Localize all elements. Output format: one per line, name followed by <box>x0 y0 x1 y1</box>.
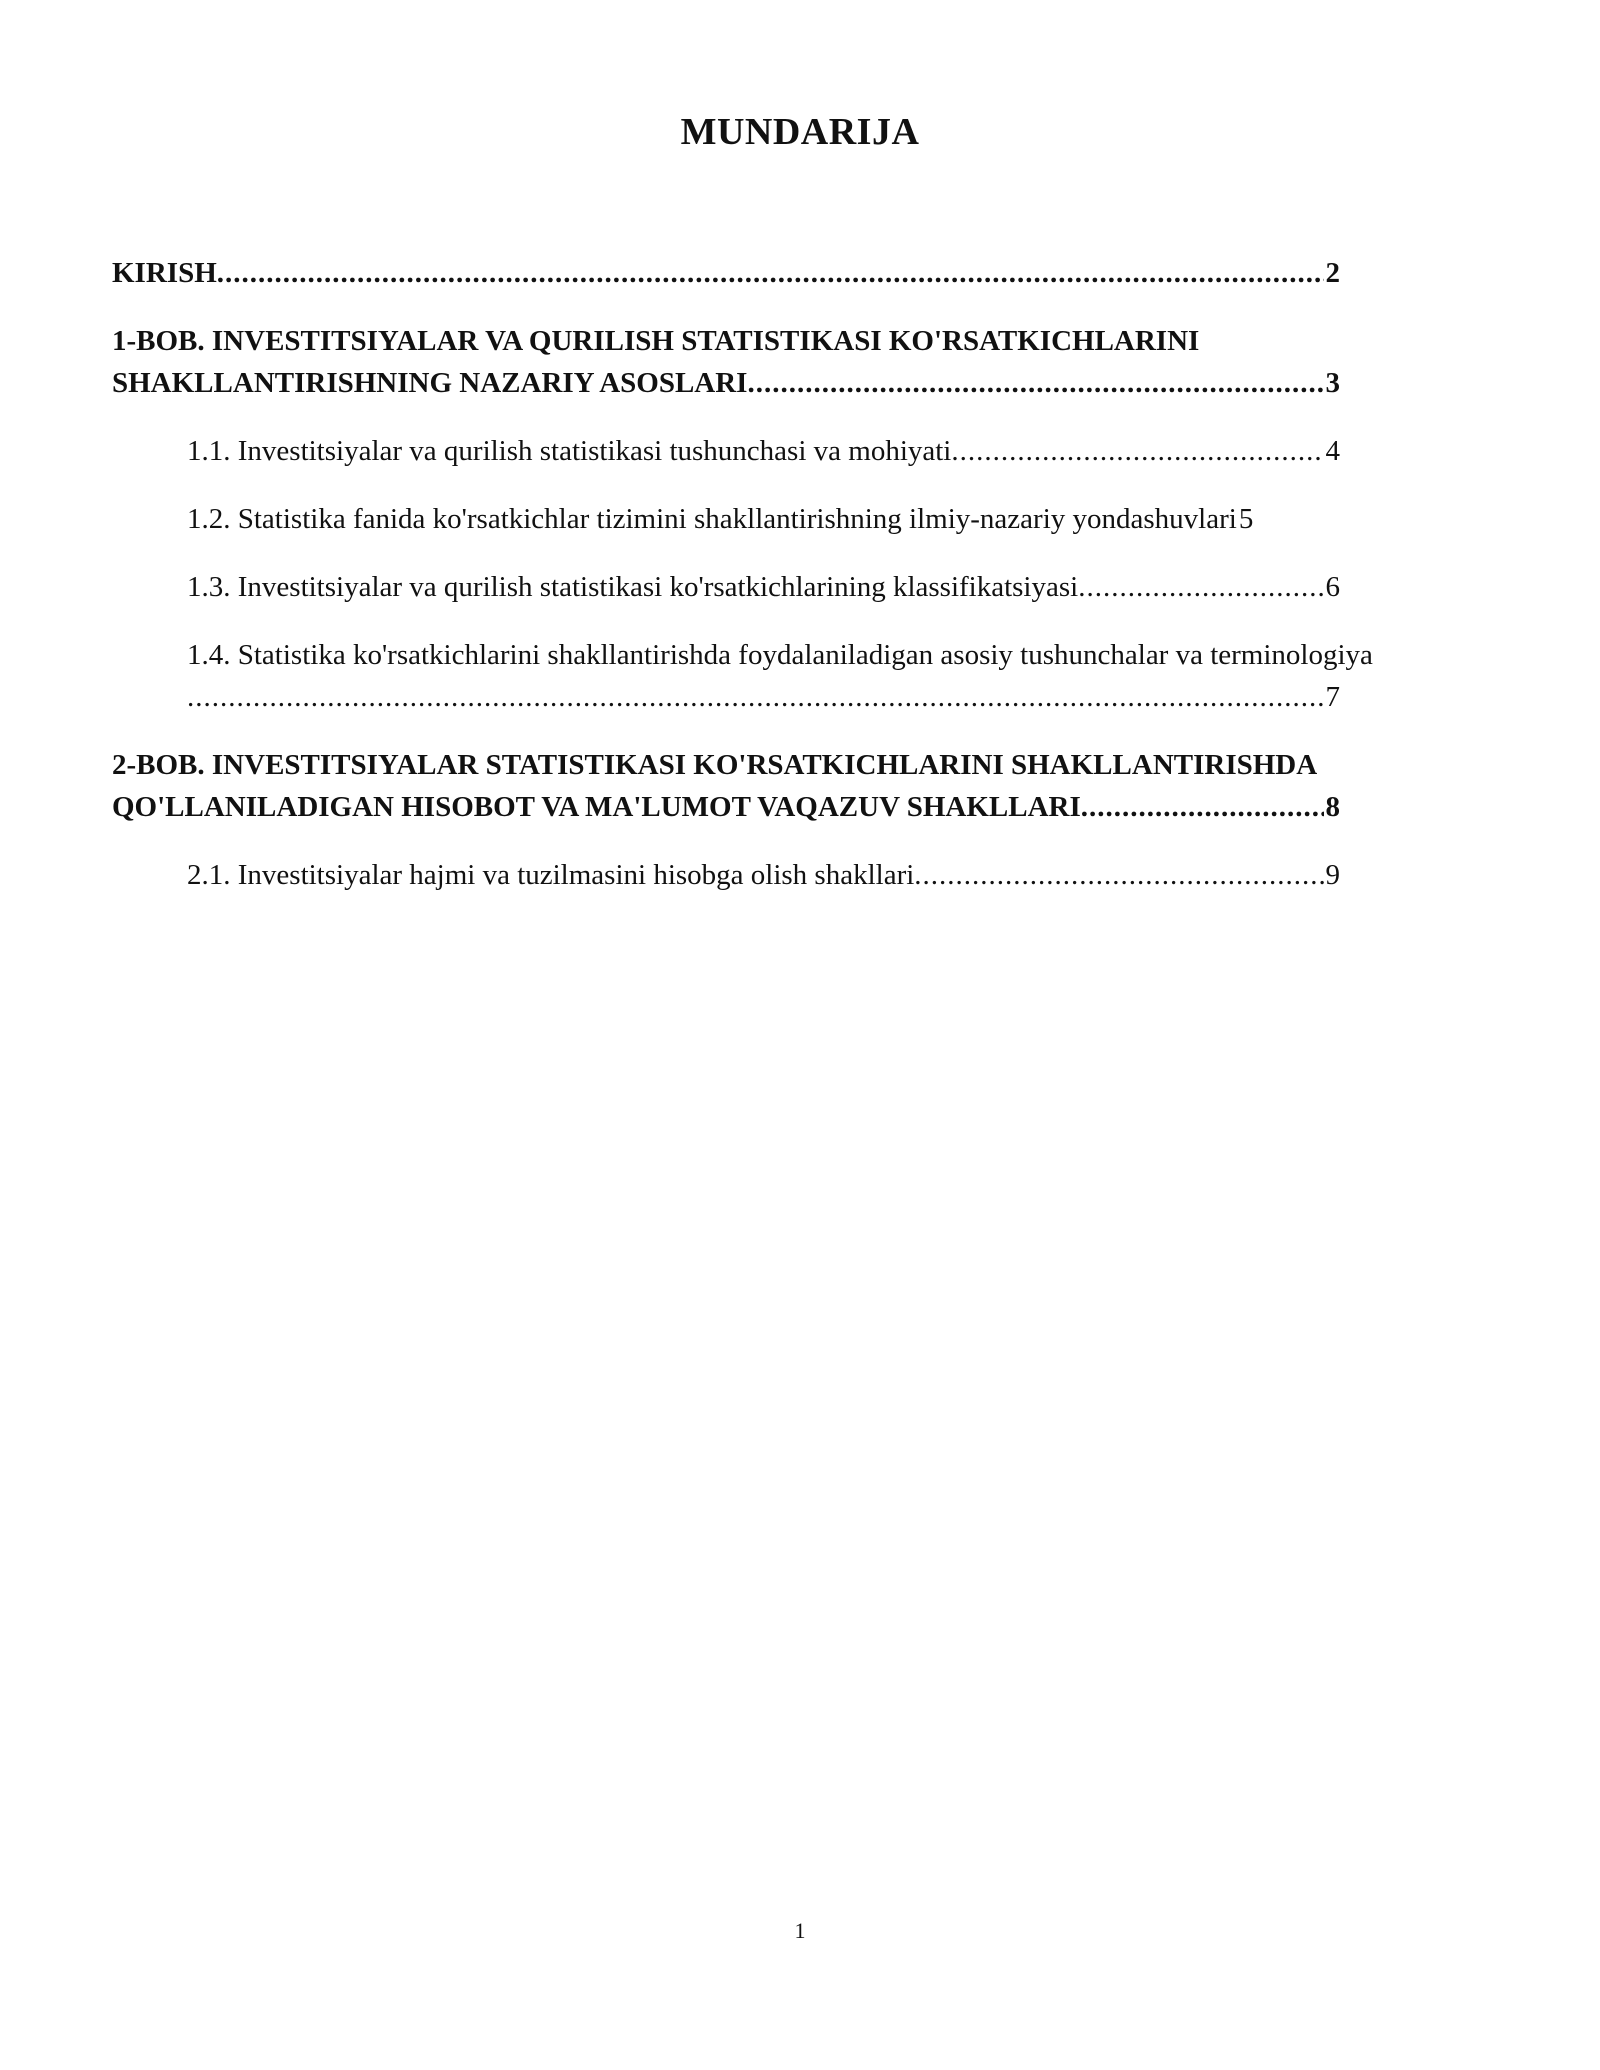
toc-page-number: 6 <box>1325 571 1340 603</box>
dot-leader <box>217 252 1324 294</box>
toc-entry-kirish[interactable] <box>112 252 1340 294</box>
dot-leader <box>914 854 1323 896</box>
toc-page-number: 5 <box>1238 503 1254 535</box>
toc-page-number: 9 <box>1325 859 1340 891</box>
toc-entry-label: 1.1. Investitsiyalar va qurilish statistikasi tushunchasi va mohiyati <box>187 435 952 467</box>
toc-entry-section-2-1[interactable] <box>187 854 1340 896</box>
toc-page-number: 4 <box>1325 435 1340 467</box>
toc-page-number: 3 <box>1325 367 1340 399</box>
toc-entry-label-line2: SHAKLLANTIRISHNING NAZARIY ASOSLARI <box>112 367 748 399</box>
toc-entry-label-line1: 1-BOB. INVESTITSIYALAR VA QURILISH STATISTIKASI KO'RSATKICHLARINI <box>112 325 1200 357</box>
dot-leader <box>187 676 1324 718</box>
toc-page-number: 2 <box>1325 257 1340 289</box>
dot-leader <box>1078 566 1323 608</box>
toc-entry-label: 2.1. Investitsiyalar hajmi va tuzilmasini hisobga olish shakllari <box>187 859 915 891</box>
dot-leader <box>1081 786 1324 828</box>
toc-page-number: 8 <box>1325 791 1340 823</box>
page-title: MUNDARIJA <box>680 111 920 153</box>
toc-entry-section-1-3[interactable] <box>187 566 1340 608</box>
toc-entry-label: 1.2. Statistika fanida ko'rsatkichlar tizimini shakllantirishning ilmiy-nazariy yondashuvlari <box>187 503 1237 535</box>
page-number: 1 <box>794 1918 806 1943</box>
table-of-contents <box>112 252 1373 922</box>
toc-entry-section-1-1[interactable] <box>187 430 1340 472</box>
dot-leader <box>951 430 1323 472</box>
toc-page-number: 7 <box>1325 681 1340 713</box>
toc-entry-chapter-1[interactable] <box>112 320 1340 404</box>
toc-entry-label: KIRISH <box>112 257 217 289</box>
toc-entry-section-1-2[interactable] <box>187 498 1340 540</box>
toc-entry-chapter-2[interactable] <box>112 744 1340 828</box>
toc-entry-label: 1.4. Statistika ko'rsatkichlarini shakllantirishda foydalaniladigan asosiy tushunchalar va terminologiya <box>187 639 1373 671</box>
toc-entry-section-1-4[interactable] <box>187 634 1373 718</box>
toc-entry-label: 1.3. Investitsiyalar va qurilish statistikasi ko'rsatkichlarining klassifikatsiyasi <box>187 571 1079 603</box>
toc-entry-label-line1: 2-BOB. INVESTITSIYALAR STATISTIKASI KO'RSATKICHLARINI SHAKLLANTIRISHDA <box>112 749 1318 781</box>
dot-leader <box>747 362 1323 404</box>
toc-entry-label-line2: QO'LLANILADIGAN HISOBOT VA MA'LUMOT VAQAZUV SHAKLLARI <box>112 791 1081 823</box>
